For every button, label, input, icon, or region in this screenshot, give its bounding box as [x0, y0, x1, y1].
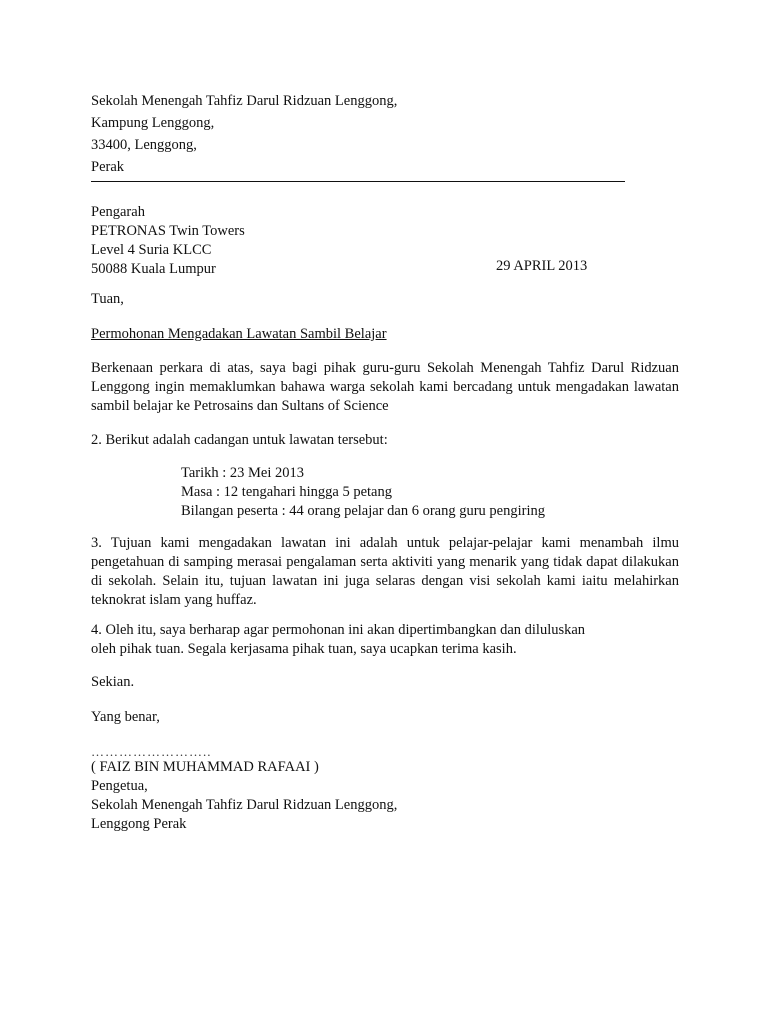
subject-line: Permohonan Mengadakan Lawatan Sambil Belajar [91, 326, 387, 342]
sender-line-2: Kampung Lenggong, [91, 115, 215, 131]
signature-block [91, 758, 679, 834]
recipient-address [91, 203, 679, 279]
header-divider [91, 181, 625, 182]
signatory-place: Lenggong Perak [91, 816, 187, 832]
sender-line-1: Sekolah Menengah Tahfiz Darul Ridzuan Lenggong, [91, 93, 398, 109]
paragraph-3: 3. Tujuan kami mengadakan lawatan ini adalah untuk pelajar-pelajar kami menambah ilmu pengetahuan di samping merasai pengalaman serta aktiviti yang menarik yang tidak dapat dilakukan di sekolah. Selain itu, tujuan lawatan ini juga selaras dengan visi sekolah kami iaitu melahirkan teknokrat islam yang huffaz. [91, 535, 679, 608]
recipient-line-2: PETRONAS Twin Towers [91, 223, 245, 239]
recipient-line-4: 50088 Kuala Lumpur [91, 261, 216, 277]
recipient-line-3: Level 4 Suria KLCC [91, 242, 212, 258]
salutation: Tuan, [91, 291, 124, 307]
detail-time: Masa : 12 tengahari hingga 5 petang [181, 484, 392, 500]
sender-line-4: Perak [91, 159, 125, 175]
sender-line-3: 33400, Lenggong, [91, 137, 197, 153]
detail-participants: Bilangan peserta : 44 orang pelajar dan 6 orang guru pengiring [181, 503, 545, 519]
signatory-title: Pengetua, [91, 778, 148, 794]
paragraph-1: Berkenaan perkara di atas, saya bagi pihak guru-guru Sekolah Menengah Tahfiz Darul Ridzuan Lenggong ingin memaklumkan bahawa warga sekolah kami bercadang untuk mengadakan lawatan sambil belajar ke Petrosains dan Sultans of Science [91, 360, 679, 414]
detail-date: Tarikh : 23 Mei 2013 [181, 465, 305, 481]
paragraph-4-line-2: oleh pihak tuan. Segala kerjasama pihak tuan, saya ucapkan terima kasih. [91, 641, 517, 657]
visit-details [181, 464, 631, 521]
closing-sekian: Sekian. [91, 674, 135, 690]
closing-yang-benar: Yang benar, [91, 709, 160, 725]
letter-date: 29 APRIL 2013 [496, 258, 588, 274]
recipient-line-1: Pengarah [91, 204, 145, 220]
signatory-school: Sekolah Menengah Tahfiz Darul Ridzuan Lenggong, [91, 797, 398, 813]
sender-address [91, 90, 679, 178]
paragraph-4 [91, 621, 679, 659]
signature-line: …………………….. [91, 744, 212, 759]
paragraph-4-line-1: 4. Oleh itu, saya berharap agar permohonan ini akan dipertimbangkan dan diluluskan [91, 622, 586, 638]
paragraph-2: 2. Berikut adalah cadangan untuk lawatan tersebut: [91, 432, 388, 448]
signatory-name: ( FAIZ BIN MUHAMMAD RAFAAI ) [91, 759, 319, 775]
